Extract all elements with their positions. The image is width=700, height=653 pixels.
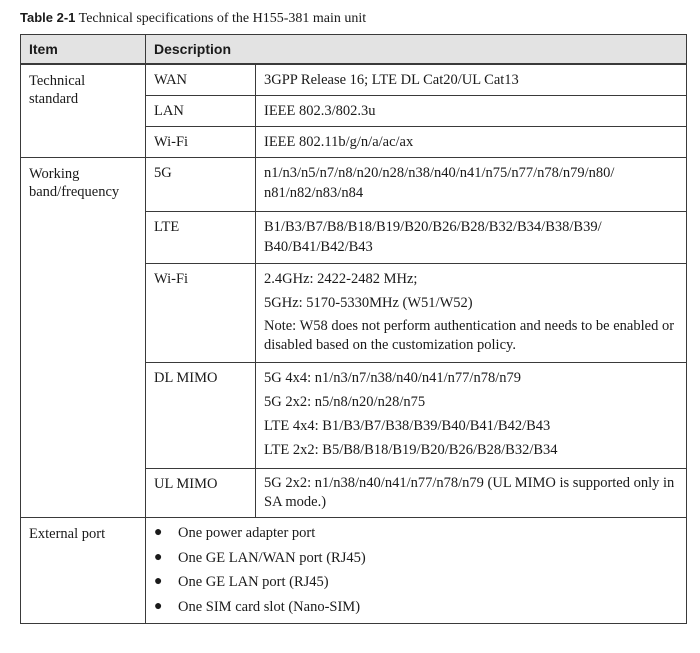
value-line: 5G 2x2: n1/n38/n40/n41/n77/n78/n79 (UL MIMO is supported only in SA mode.) [264,475,675,510]
value-line: 3GPP Release 16; LTE DL Cat20/UL Cat13 [264,72,519,88]
wifi-note: Note: W58 does not perform authentication and needs to be enabled or disabled based on the customization policy. [264,318,675,353]
item-technical-standard: Technical standard [21,64,146,158]
value-line: IEEE 802.3/802.3u [264,103,376,119]
port-item-label: One GE LAN/WAN port (RJ45) [178,549,366,566]
sub-ul-mimo: UL MIMO [146,469,256,518]
value-line: B40/B41/B42/B43 [264,239,373,255]
bullet-icon: ● [154,598,163,614]
table-title: Technical specifications of the H155-381 main unit [78,11,367,26]
value-wan [256,64,687,96]
header-row [21,35,687,65]
value-dl-mimo [256,363,687,469]
port-item-label: One GE LAN port (RJ45) [178,574,329,590]
value-wifi-band [256,264,687,363]
list-item [154,548,686,568]
spec-table [20,34,687,624]
bullet-icon: ● [154,525,163,540]
table-number: Table 2-1 [20,10,76,25]
value-5g [256,158,687,212]
table-row [21,158,687,212]
header-description: Description [146,35,687,65]
value-line: LTE 2x2: B5/B8/B18/B19/B20/B26/B28/B32/B34 [264,442,558,458]
sub-lte: LTE [146,212,256,264]
bullet-icon: ● [154,574,163,589]
value-line: n1/n3/n5/n7/n8/n20/n28/n38/n40/n41/n75/n77/n78/n79/n80/ [264,165,615,181]
value-lte [256,212,687,264]
port-list [146,518,686,622]
sub-wifi-standard: Wi-Fi [146,127,256,158]
value-ul-mimo [256,469,687,518]
sub-wifi-band: Wi-Fi [146,264,256,363]
value-wifi-standard [256,127,687,158]
list-item [154,597,686,617]
sub-dl-mimo: DL MIMO [146,363,256,469]
item-external-port: External port [21,518,146,624]
sub-5g: 5G [146,158,256,212]
sub-wan: WAN [146,64,256,96]
header-item: Item [21,35,146,65]
table-row [21,518,687,624]
value-line: n81/n82/n83/n84 [264,185,364,201]
value-lan [256,96,687,127]
value-line: 5G 4x4: n1/n3/n7/n38/n40/n41/n77/n78/n79 [264,370,521,386]
value-line: IEEE 802.11b/g/n/a/ac/ax [264,134,414,150]
value-external-port [146,518,687,624]
list-item [154,523,686,543]
value-line: 2.4GHz: 2422-2482 MHz; [264,271,418,287]
value-line: 5G 2x2: n5/n8/n20/n28/n75 [264,394,426,410]
value-line: LTE 4x4: B1/B3/B7/B38/B39/B40/B41/B42/B43 [264,418,551,434]
list-item [154,572,686,592]
table-row [21,64,687,96]
port-item-label: One power adapter port [178,525,316,541]
value-line: 5GHz: 5170-5330MHz (W51/W52) [264,295,473,311]
port-item-label: One SIM card slot (Nano-SIM) [178,598,361,615]
table-caption [20,9,366,28]
bullet-icon: ● [154,549,163,565]
value-line: B1/B3/B7/B8/B18/B19/B20/B26/B28/B32/B34/B38/B39/ [264,219,602,235]
item-working-band: Working band/frequency [21,158,146,518]
sub-lan: LAN [146,96,256,127]
